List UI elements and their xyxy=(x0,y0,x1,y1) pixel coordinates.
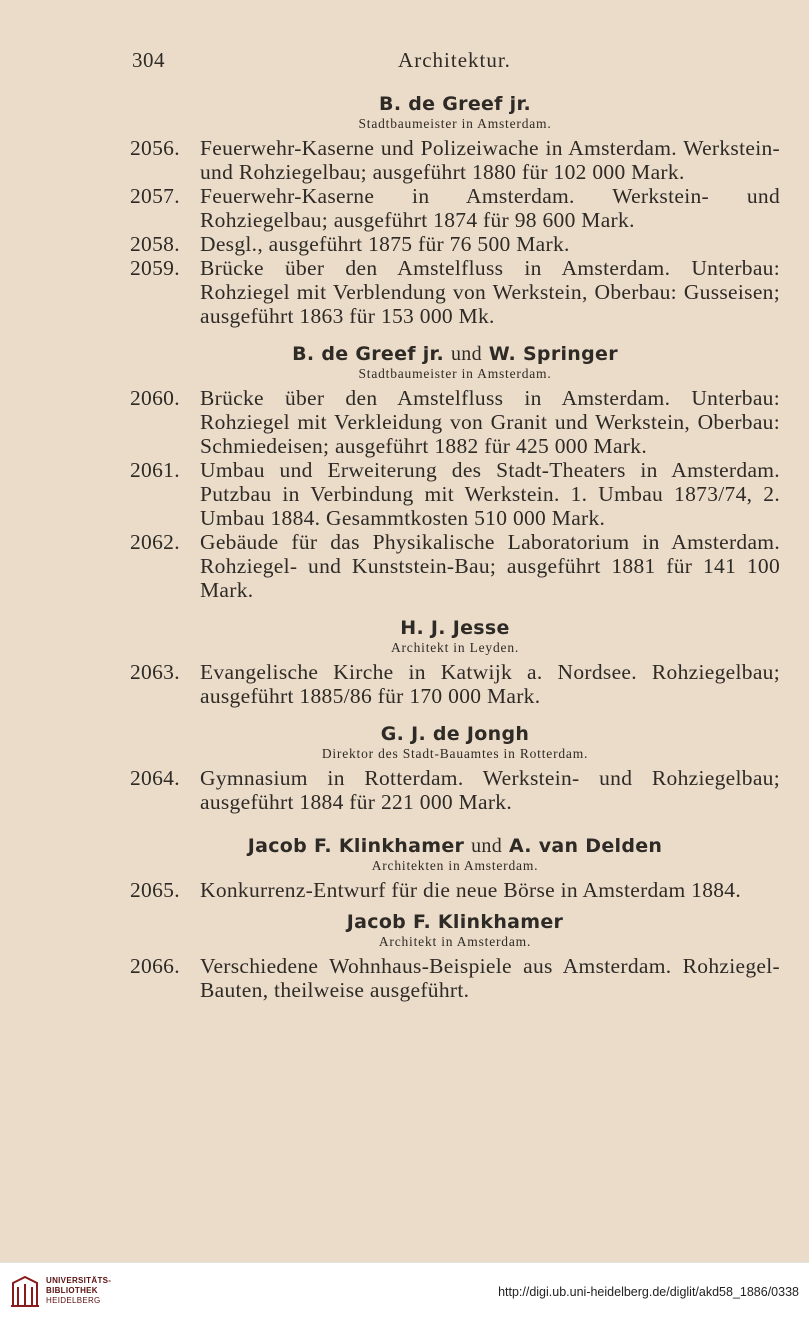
author-join: und xyxy=(450,343,482,365)
entry-text: Feuerwehr-Kaserne und Polizeiwache in Amsterdam. Werkstein- und Rohziegelbau; ausgeführt 1880 für 102 000 Mark. xyxy=(200,136,780,184)
entry-number: 2058. xyxy=(130,232,180,256)
entry-text: Brücke über den Amstelfluss in Amsterdam. Unterbau: Rohziegel mit Verkleidung von Granit und Werkstein, Oberbau: Schmiedeisen; ausgeführt 1882 für 425 000 Mark. xyxy=(200,386,780,458)
library-logo-text: UNIVERSITÄTS- BIBLIOTHEK HEIDELBERG xyxy=(46,1276,112,1305)
running-head xyxy=(132,48,777,74)
entry-text: Gymnasium in Rotterdam. Werkstein- und Rohziegelbau; ausgeführt 1884 für 221 000 Mark. xyxy=(200,766,780,814)
entry-number: 2062. xyxy=(130,530,180,554)
author-role: Stadtbaumeister in Amsterdam. xyxy=(358,366,552,381)
entry-text: Umbau und Erweiterung des Stadt-Theaters in Amsterdam. Putzbau in Verbindung mit Werkstein. 1. Umbau 1873/74, 2. Umbau 1884. Gesammtkosten 510 000 Mark. xyxy=(200,458,780,530)
running-title: Architektur. xyxy=(398,48,511,72)
author-section xyxy=(130,910,780,1002)
entry-text: Konkurrenz-Entwurf für die neue Börse in Amsterdam 1884. xyxy=(200,878,742,902)
entry-text: Feuerwehr-Kaserne in Amsterdam. Werkstein- und Rohziegelbau; ausgeführt 1874 für 98 600 Mark. xyxy=(200,184,780,232)
author-heading: B. de Greef jr. xyxy=(379,93,531,115)
permalink-url[interactable]: http://digi.ub.uni-heidelberg.de/diglit/akd58_1886/0338 xyxy=(498,1285,799,1299)
author-role: Architekt in Amsterdam. xyxy=(378,934,532,949)
author-name: Jacob F. Klinkhamer xyxy=(247,835,465,857)
entry-number: 2056. xyxy=(130,136,180,160)
catalog-entry xyxy=(130,184,780,232)
entry-text: Desgl., ausgeführt 1875 für 76 500 Mark. xyxy=(200,232,570,256)
catalog-entry xyxy=(130,530,780,602)
author-heading: Jacob F. Klinkhamer xyxy=(346,911,564,933)
author-heading xyxy=(130,834,780,858)
author-section xyxy=(130,616,780,708)
author-role: Direktor des Stadt-Bauamtes in Rotterdam. xyxy=(321,746,589,761)
author-section xyxy=(130,834,780,902)
author-join: und xyxy=(471,835,503,857)
page-content xyxy=(130,92,780,1002)
catalog-entry xyxy=(130,878,780,902)
author-section xyxy=(130,722,780,814)
entry-number: 2063. xyxy=(130,660,180,684)
catalog-entry xyxy=(130,458,780,530)
author-heading: H. J. Jesse xyxy=(400,617,510,639)
author-name: W. Springer xyxy=(488,343,618,365)
viewer-footer xyxy=(0,1262,809,1322)
page-number: 304 xyxy=(132,48,165,72)
entry-number: 2060. xyxy=(130,386,180,410)
catalog-entry xyxy=(130,766,780,814)
author-heading xyxy=(130,342,780,366)
author-name: A. van Delden xyxy=(508,835,663,857)
library-logo-icon xyxy=(10,1275,40,1309)
catalog-entry xyxy=(130,386,780,458)
author-name: B. de Greef jr. xyxy=(292,343,445,365)
entry-number: 2057. xyxy=(130,184,180,208)
entry-number: 2064. xyxy=(130,766,180,790)
entry-number: 2059. xyxy=(130,256,180,280)
catalog-entry xyxy=(130,136,780,184)
entry-number: 2065. xyxy=(130,878,180,902)
entry-text: Brücke über den Amstelfluss in Amsterdam. Unterbau: Rohziegel mit Verblendung von Werkstein, Oberbau: Gusseisen; ausgeführt 1863 für 153 000 Mk. xyxy=(200,256,780,328)
entry-text: Gebäude für das Physikalische Laboratorium in Amsterdam. Rohziegel- und Kunststein-Bau; ausgeführt 1881 für 141 100 Mark. xyxy=(200,530,780,602)
author-role: Stadtbaumeister in Amsterdam. xyxy=(358,116,552,131)
catalog-entry xyxy=(130,256,780,328)
entry-text: Verschiedene Wohnhaus-Beispiele aus Amsterdam. Rohziegel-Bauten, theilweise ausgeführt. xyxy=(200,954,780,1002)
author-section xyxy=(130,342,780,602)
catalog-entry xyxy=(130,660,780,708)
author-role: Architekten in Amsterdam. xyxy=(371,858,539,873)
catalog-entry xyxy=(130,954,780,1002)
entry-number: 2061. xyxy=(130,458,180,482)
author-section xyxy=(130,92,780,328)
author-role: Architekt in Leyden. xyxy=(390,640,520,655)
entry-number: 2066. xyxy=(130,954,180,978)
author-heading: G. J. de Jongh xyxy=(380,723,530,745)
catalog-entry xyxy=(130,232,780,256)
entry-text: Evangelische Kirche in Katwijk a. Nordsee. Rohziegelbau; ausgeführt 1885/86 für 170 000 Mark. xyxy=(200,660,780,708)
